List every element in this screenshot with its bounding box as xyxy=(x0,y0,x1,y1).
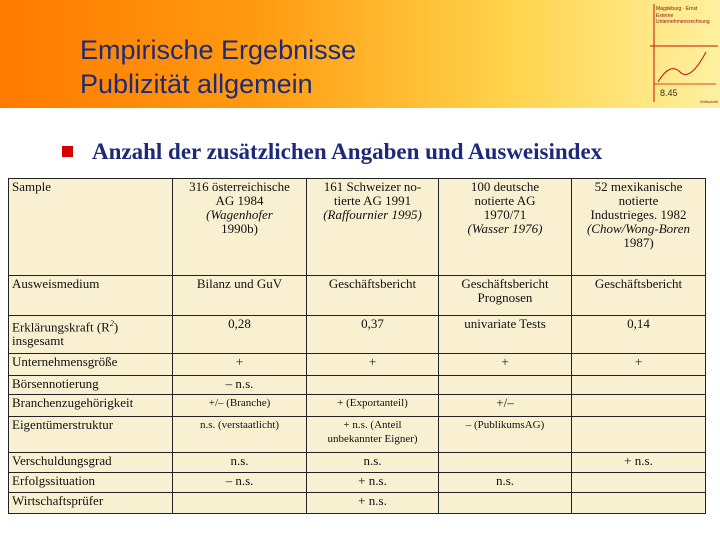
table-cell: +/– xyxy=(439,394,572,416)
table-cell: + xyxy=(173,353,307,375)
table-cell xyxy=(439,452,572,472)
cell-line: (Wagenhofer xyxy=(206,207,273,222)
table-cell: n.s. (verstaatlicht) xyxy=(173,417,307,453)
table-row xyxy=(9,394,706,416)
table-cell: – n.s. xyxy=(173,375,307,394)
results-table-wrap xyxy=(8,178,705,514)
slide-title xyxy=(80,33,356,101)
cell-line: (Raffournier 1995) xyxy=(323,207,422,222)
cell-line: (Wasser 1976) xyxy=(467,221,543,236)
row-label xyxy=(9,315,173,353)
cell-line: 100 deutsche xyxy=(470,179,540,194)
label-text: Erklärungskraft (R xyxy=(12,319,110,335)
table-row-r2 xyxy=(9,315,706,353)
title-line-1: Empirische Ergebnisse xyxy=(80,35,357,65)
cell-line: 52 mexikanische xyxy=(594,179,683,194)
cell-line: unbekannter Eigner) xyxy=(327,433,418,446)
row-label: Unternehmensgröße xyxy=(9,353,173,375)
table-cell: n.s. xyxy=(307,452,439,472)
cell-line: 161 Schweizer no- xyxy=(323,179,422,194)
header-mexico xyxy=(572,179,706,276)
table-cell: 0,14 xyxy=(572,315,706,353)
table-cell: Geschäftsbericht xyxy=(307,275,439,315)
header-switzerland xyxy=(307,179,439,276)
table-cell: Bilanz und GuV xyxy=(173,275,307,315)
table-row-medium xyxy=(9,275,706,315)
cell-line: 1990b) xyxy=(221,221,258,236)
table-cell xyxy=(439,375,572,394)
table-cell xyxy=(572,492,706,513)
label-text-2: insgesamt xyxy=(12,333,64,349)
table-cell: + (Exportanteil) xyxy=(307,394,439,416)
square-bullet-icon xyxy=(62,146,73,157)
table-cell: – n.s. xyxy=(173,472,307,492)
table-cell xyxy=(439,275,572,315)
table-cell: 0,28 xyxy=(173,315,307,353)
header-germany xyxy=(439,179,572,276)
cell-line: + n.s. (Anteil xyxy=(343,419,402,432)
header-label: Sample xyxy=(9,179,173,276)
label-text-end: ) xyxy=(113,319,119,335)
header-austria xyxy=(173,179,307,276)
table-cell: + n.s. xyxy=(307,492,439,513)
table-cell: univariate Tests xyxy=(439,315,572,353)
cell-line: notierte AG xyxy=(474,193,536,208)
table-cell xyxy=(307,417,439,453)
title-line-2: Publizität allgemein xyxy=(80,69,313,99)
table-cell: + xyxy=(572,353,706,375)
table-cell xyxy=(572,375,706,394)
table-row xyxy=(9,375,706,394)
table-header-row xyxy=(9,179,706,276)
cell-line: AG 1984 xyxy=(215,193,264,208)
bullet-item xyxy=(62,138,702,168)
row-label: Eigentümerstruktur xyxy=(9,417,173,453)
row-label: Börsennotierung xyxy=(9,375,173,394)
row-label: Ausweismedium xyxy=(9,275,173,315)
table-cell: n.s. xyxy=(173,452,307,472)
logo-line-2: Externe xyxy=(656,13,674,19)
table-cell: + n.s. xyxy=(572,452,706,472)
results-table xyxy=(8,178,706,514)
table-cell xyxy=(439,492,572,513)
page-number: 8.45 xyxy=(660,88,678,98)
table-cell: + xyxy=(307,353,439,375)
table-cell: n.s. xyxy=(439,472,572,492)
table-cell xyxy=(572,472,706,492)
cell-line: (Chow/Wong-Boren xyxy=(586,221,691,236)
table-row xyxy=(9,492,706,513)
row-label: Verschuldungsgrad xyxy=(9,452,173,472)
table-cell: + n.s. xyxy=(307,472,439,492)
table-row xyxy=(9,353,706,375)
logo-line-3: Unternehmensrechnung xyxy=(656,19,710,25)
row-label: Branchenzugehörigkeit xyxy=(9,394,173,416)
table-cell xyxy=(572,417,706,453)
label-sup: 2 xyxy=(109,318,114,328)
university-logo xyxy=(650,2,718,106)
bullet-text: Anzahl der zusätzlichen Angaben und Ausweisindex xyxy=(92,139,603,164)
cell-line: 316 österreichische xyxy=(189,179,290,194)
cell-line: 1987) xyxy=(623,235,654,250)
cell-line: notierte xyxy=(618,193,659,208)
table-row xyxy=(9,417,706,453)
cell-line: Geschäftsbericht xyxy=(461,275,549,291)
cell-line: Prognosen xyxy=(477,289,533,305)
logo-line-1: Magdeburg · Ernst xyxy=(656,6,698,12)
table-cell: 0,37 xyxy=(307,315,439,353)
table-row xyxy=(9,472,706,492)
table-cell: + xyxy=(439,353,572,375)
table-cell xyxy=(307,375,439,394)
cell-line: 1970/71 xyxy=(483,207,527,222)
cell-line: Industrieges. 1982 xyxy=(590,207,687,222)
table-cell: Geschäftsbericht xyxy=(572,275,706,315)
row-label: Wirtschaftsprüfer xyxy=(9,492,173,513)
row-label: Erfolgssituation xyxy=(9,472,173,492)
table-row xyxy=(9,452,706,472)
table-cell xyxy=(173,492,307,513)
cell-line: tierte AG 1991 xyxy=(333,193,412,208)
table-cell: – (PublikumsAG) xyxy=(439,417,572,453)
table-cell xyxy=(572,394,706,416)
logo-small-text: Wirtschaft xyxy=(700,99,718,104)
table-cell: +/– (Branche) xyxy=(173,394,307,416)
